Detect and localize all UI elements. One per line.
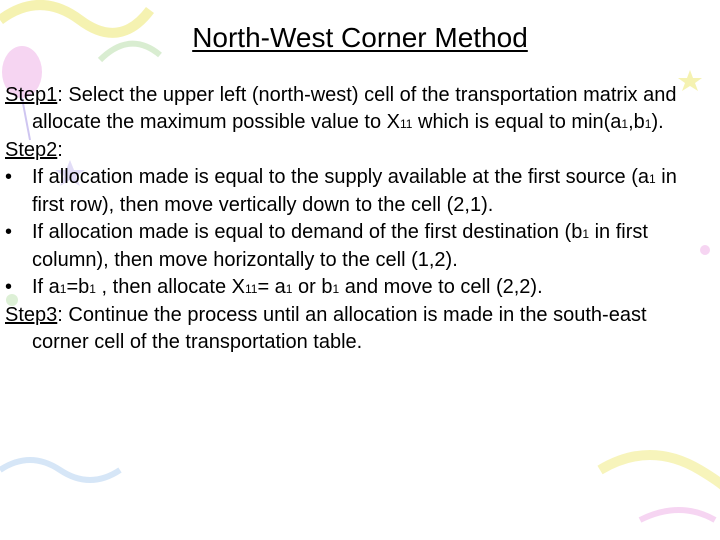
slide-content — [5, 82, 702, 355]
bullet-icon: • — [5, 275, 13, 298]
step1-label: Step1 — [5, 84, 58, 106]
step1-paragraph: Step1: Select the upper left (north-west) cell of the transportation matrix and allocate the maximum possible value to X11 which is equal to min(a1,b1). — [5, 84, 677, 133]
bullet-item: • If a1=b1 , then allocate X11= a1 or b1 and move to cell (2,2). — [32, 274, 702, 303]
bullet-item: • If allocation made is equal to the supply available at the first source (a1 in first row), then move vertically down to the cell (2,1). — [5, 165, 677, 216]
bullet-item: • If allocation made is equal to demand of the first destination (b1 in first column), then move horizontally to the cell (1,2). — [5, 220, 648, 271]
bullet-icon: • — [5, 220, 13, 243]
step2-paragraph: Step2: — [5, 139, 63, 161]
step3-paragraph: Step3: Continue the process until an allocation is made in the south-east corner cell of the transportation table. — [5, 304, 647, 353]
bullet-icon: • — [5, 165, 13, 188]
slide-title: North-West Corner Method — [192, 22, 528, 53]
step2-label: Step2 — [5, 139, 58, 161]
step3-label: Step3 — [5, 304, 58, 326]
